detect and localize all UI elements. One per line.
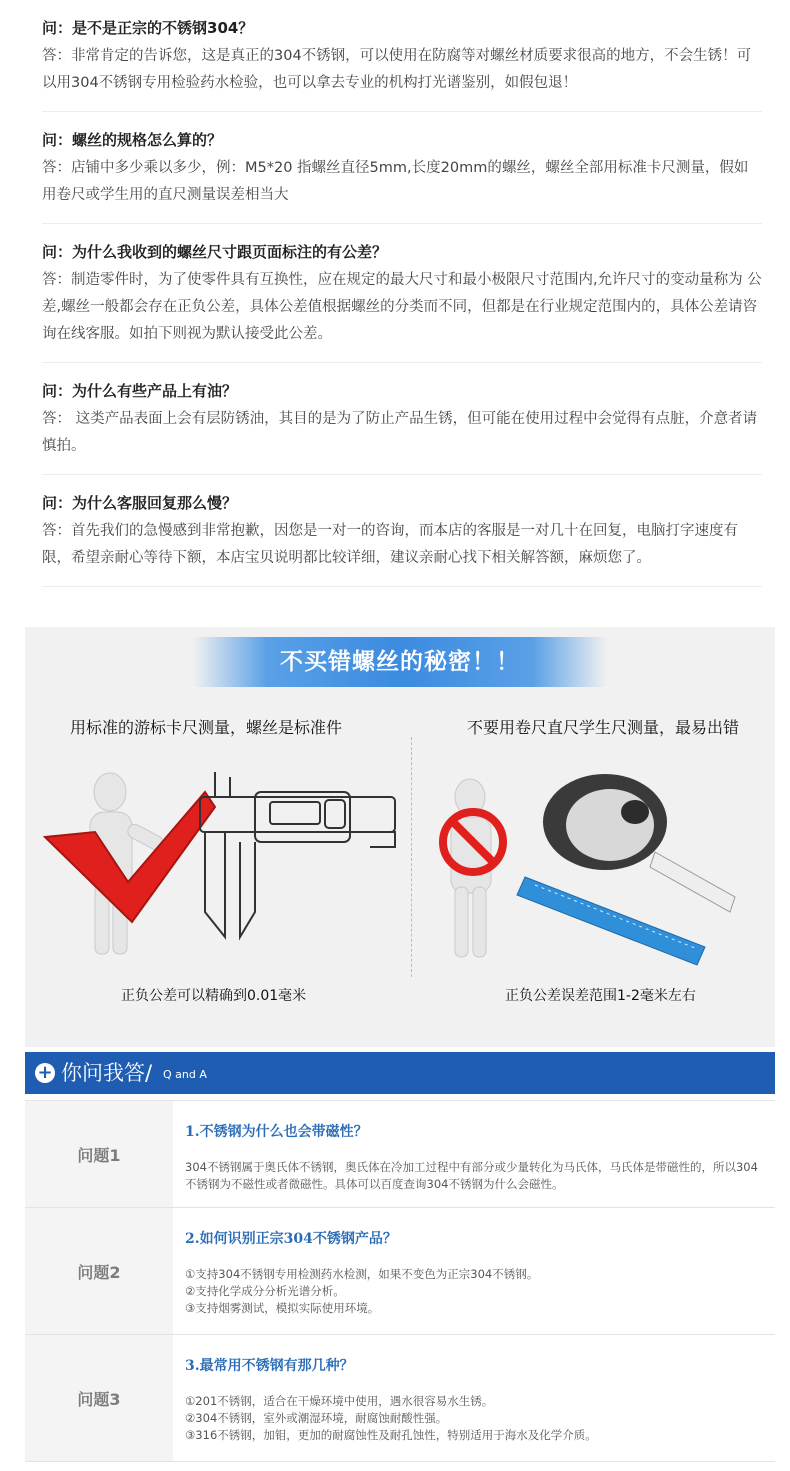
faq-answer: 答：首先我们的急慢感到非常抱歉，因您是一对一的咨询，而本店的客服是一对几十在回复，电脑打字速度有限，希望亲耐心等待下额，本店宝贝说明都比较详细，建议亲耐心找下相关解答额，麻烦您了。 [42,523,738,566]
faq-section [42,0,762,587]
qa-answer-line: ①201不锈钢，适合在干燥环境中使用，遇水很容易水生锈。 [185,1394,494,1408]
faq-item [42,0,762,112]
qa-content [173,1101,775,1207]
caliper-icon [200,772,395,937]
qa-number: 问题2 [25,1208,173,1334]
tape-caption: 正负公差误差范围1-2毫米左右 [505,988,696,1004]
qa-row [25,1100,775,1208]
qa-answer-line: ③支持烟雾测试，模拟实际使用环境。 [185,1301,380,1315]
tape-label: 不要用卷尺直尺学生尺测量，最易出错 [467,718,740,737]
qa-question: 3.最常用不锈钢有那几种？ [185,1358,354,1374]
faq-answer: 答：非常肯定的告诉您，这是真正的304不锈钢，可以使用在防腐等对螺丝材质要求很高的地方，不会生锈！可以用304不锈钢专用检验药水检验，也可以拿去专业的机构打光谱鉴别，如假包退！ [42,48,752,91]
faq-question: 问：为什么客服回复那么慢？ [42,494,238,512]
faq-question: 问：螺丝的规格怎么算的？ [42,131,223,149]
qa-answer-line: ②支持化学成分分析光谱分析。 [185,1284,345,1298]
faq-item [42,112,762,224]
faq-item [42,363,762,475]
caliper-caption: 正负公差可以精确到0.01毫米 [121,988,307,1004]
qa-answer-line: ③316不锈钢，加钼，更加的耐腐蚀性及耐孔蚀性，特别适用于海水及化学介质。 [185,1428,597,1442]
banner-title: 不买错螺丝的秘密！！ [193,637,607,687]
faq-answer: 答： 这类产品表面上会有层防锈油，其目的是为了防止产品生锈，但可能在使用过程中会觉得有点脏，介意者请慎拍。 [42,411,758,454]
qa-answer-line: ①支持304不锈钢专用检测药水检测，如果不变色为正宗304不锈钢。 [185,1267,539,1281]
qa-header [25,1052,775,1094]
qa-table [25,1100,775,1462]
faq-question: 问：为什么我收到的螺丝尺寸跟页面标注的有公差？ [42,243,388,261]
qa-content [173,1208,775,1334]
tape-measure-icon [543,774,735,912]
qa-row [25,1208,775,1335]
qa-question: 1.不锈钢为什么也会带磁性？ [185,1124,368,1140]
faq-question: 问：是不是正宗的不锈钢304？ [42,19,254,37]
qa-row [25,1335,775,1462]
qa-number: 问题1 [25,1101,173,1207]
qa-answer-line: ②304不锈钢，室外或潮湿环境，耐腐蚀耐酸性强。 [185,1411,448,1425]
faq-question: 问：为什么有些产品上有油？ [42,382,238,400]
caliper-illustration [40,762,400,972]
plus-icon: + [35,1063,55,1083]
measurement-banner [25,627,775,1047]
qa-question: 2.如何识别正宗304不锈钢产品？ [185,1231,397,1247]
ruler-icon [517,877,705,965]
faq-answer: 答：店铺中多少乘以多少，例：M5*20 指螺丝直径5mm,长度20mm的螺丝，螺丝全部用标准卡尺测量，假如用卷尺或学生用的直尺测量误差相当大 [42,160,749,203]
qa-content [173,1335,775,1461]
qa-subtitle: Q and A [163,1068,207,1081]
caliper-label: 用标准的游标卡尺测量，螺丝是标准件 [70,718,343,737]
tape-illustration [425,767,765,977]
qa-answer-line: 304不锈钢属于奥氏体不锈钢，奥氏体在冷加工过程中有部分或少量转化为马氏体，马氏体是带磁性的，所以304不锈钢为不磁性或者微磁性。具体可以百度查询304不锈钢为什么会磁性。 [185,1160,758,1191]
faq-answer: 答：制造零件时，为了使零件具有互换性，应在规定的最大尺寸和最小极限尺寸范围内,允许尺寸的变动量称为 公差,螺丝一般都会存在正负公差，具体公差值根据螺丝的分类而不同，但都是在行业规定范围内的，具体公差请咨询在线客服。如拍下则视为默认接受此公差。 [42,272,762,342]
qa-title: 你问我答/ [61,1061,153,1085]
faq-item [42,224,762,363]
faq-item [42,475,762,587]
dashed-divider [411,737,412,977]
qa-number: 问题3 [25,1335,173,1461]
